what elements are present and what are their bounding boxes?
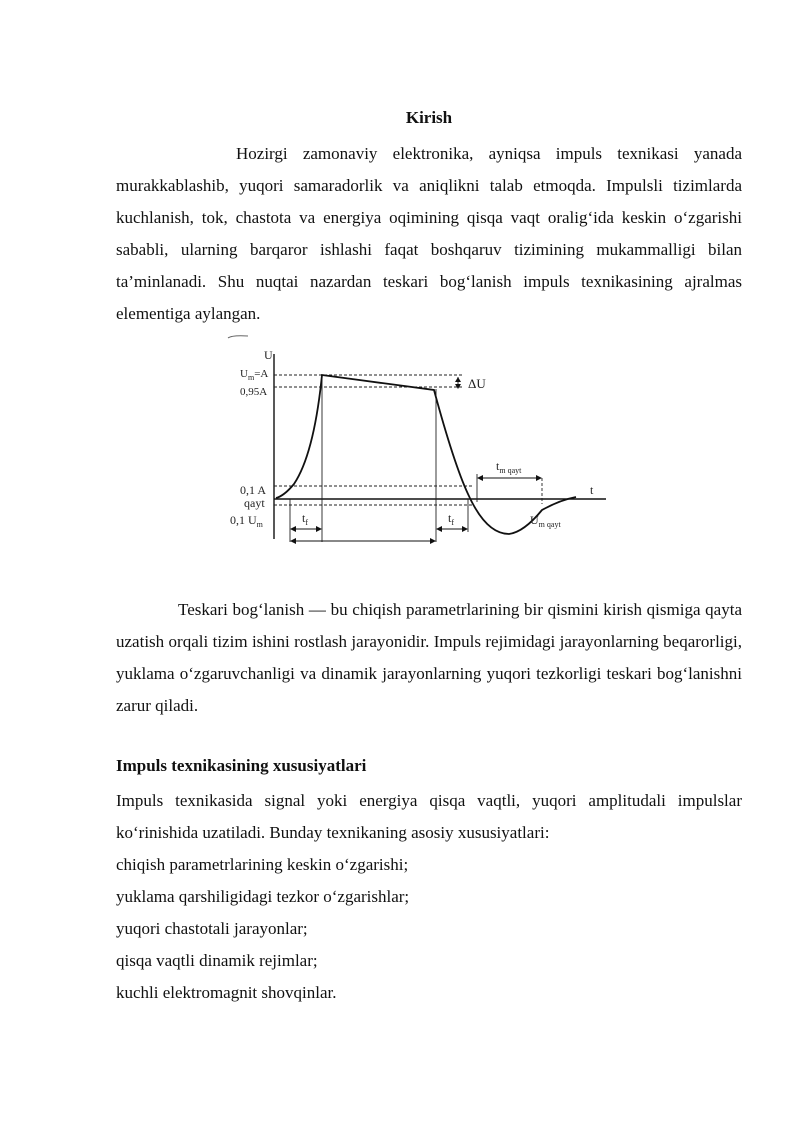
tf-right-arrow-head-r [462,526,468,532]
list-item: chiqish parametrlarining keskin o‘zgarishi; [116,855,409,874]
tf-left-arrow-head-l [290,526,296,532]
list-item: yuqori chastotali jarayonlar; [116,919,308,938]
tf-right-label: $t_f$ [448,511,455,527]
tm-qayt-label: $t_{m qayt}$ [496,459,522,475]
um-label: $U_m=A$ [240,368,269,382]
u-axis-label: U [264,348,273,362]
tf-left-arrow-head-r [316,526,322,532]
features-heading: Impuls texnikasining xususiyatlari [116,756,367,775]
list-item: qisqa vaqtli dinamik rejimlar; [116,951,318,970]
um-qayt-label: $U_{m qayt}$ [530,513,561,529]
level-01um-label: 0,1 $U_m$ [230,513,263,529]
feedback-paragraph: Teskari bog‘lanish — bu chiqish parametrlarining bir qismini kirish qismiga qayta uzatish orqali tizim ishini rostlash jarayonidir. Impuls rejimidagi jarayonlarning beqarorligi, yuklama o‘zgaruvchanligi va dinamik jarayonlarning yuqori tezkorligi teskari bog‘lanishni zarur qiladi. [116,600,742,715]
level-01a-label: 0,1 A [240,483,267,497]
pulse-waveform [276,375,576,534]
tm-qayt-head-l [477,475,483,481]
list-item: kuchli elektromagnit shovqinlar. [116,983,337,1002]
features-list [116,849,409,1009]
pulse-duration-head-r [430,538,436,544]
t-axis-label: t [590,483,594,497]
intro-paragraph: Hozirgi zamonaviy elektronika, ayniqsa impuls texnikasi yanada murakkablashib, yuqori samaradorlik va aniqlikni talab etmoqda. Impulsli tizimlarda kuchlanish, tok, chastota va energiya oqimining qisqa vaqt oralig‘ida keskin o‘zgarishi sababli, ularning barqaror ishlashi faqat boshqaruv tizimining mukammalligi bilan ta’minlanadi. Shu nuqtai nazardan teskari bog‘lanish impuls texnikasining ajralmas elementiga aylangan. [116,144,742,323]
list-item: yuklama qarshiligidagi tezkor o‘zgarishlar; [116,887,410,906]
level-095-label: 0,95A [240,386,268,398]
impulse-waveform-figure [224,334,614,552]
delta-u-arrow-up [455,377,461,382]
tm-qayt-head-r [536,475,542,481]
pulse-duration-head-l [290,538,296,544]
features-intro-paragraph: Impuls texnikasida signal yoki energiya qisqa vaqtli, yuqori amplitudali impulslar ko‘rinishida uzatiladi. Bunday texnikaning asosiy xususiyatlari: [116,791,742,842]
tf-right-arrow-head-l [436,526,442,532]
tf-left-label: $t_f$ [302,511,309,527]
corner-mark [228,336,248,338]
qayt-label: qayt [244,496,265,510]
delta-u-label: ΔU [468,376,486,391]
delta-u-arrow-down [455,384,461,389]
section-title: Kirish [405,108,453,127]
